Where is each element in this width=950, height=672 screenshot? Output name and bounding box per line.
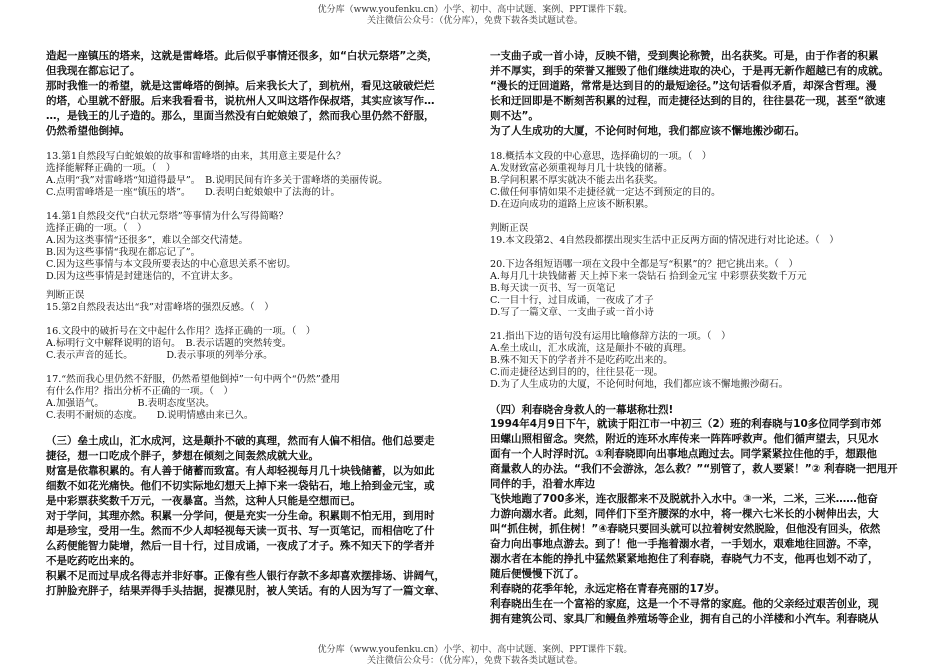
- text-line: 奋力向出事地点游去。到了！他一手拖着溺水者，一手划水，艰难地往回游。不幸，: [490, 538, 879, 550]
- text-line: 的塔，心里就不舒服。后来我看看书，说杭州人又叫这塔作保叔塔，其实应该写作…: [46, 95, 435, 107]
- question-option: C.一目十行，过目成诵，一夜成了才子: [490, 295, 654, 306]
- question-option: C.做任何事情如果不走捷径就一定达不到预定的目的。: [490, 187, 721, 198]
- question-option: A.因为这类事情“还很多”，难以全部交代清楚。: [46, 235, 249, 246]
- text-line: 飞快地跑了700多米，连衣服都来不及脱就扑入水中。③一米，二米，三米……他奋: [490, 493, 878, 505]
- text-line: 利春晓的花季年轮，永远定格在青春亮丽的17岁。: [490, 583, 726, 595]
- question-14: [46, 211, 468, 283]
- text-line: 打肿脸充胖子，结果弄得手头拮据，捉襟见肘，被人笑话。有的人因为写了一篇文章、: [46, 585, 445, 597]
- question-option: A.加强语气。 B.表明态度坚决。: [46, 398, 215, 409]
- text-line: 利春晓出生在一个富裕的家庭，这是一个不寻常的家庭。他的父亲经过艰苦创业，现: [490, 598, 879, 610]
- question-option: C.因为这些事情与本文段所要表达的中心意思关系不密切。: [46, 259, 296, 270]
- question-21: [490, 331, 898, 391]
- question-option: C.表明不耐烦的态度。 D.说明情感由来已久。: [46, 410, 254, 421]
- text-line: 则不达”。: [490, 110, 539, 122]
- text-line: “漫长的迂回道路，常常是达到目的的最短途径。”这句话看似矛盾，却深含哲理。漫: [490, 80, 877, 92]
- question-option: B.学问积累不厚实就决不能去出名获奖。: [490, 175, 664, 186]
- text-line: 造起一座镇压的塔来，这就是雷峰塔。此后似乎事情还很多，如“白状元祭塔”之类，: [46, 50, 438, 62]
- header-line-2: 关注微信公众号：（优分库），免费下载各类试题试卷。: [366, 16, 583, 26]
- question-stem: 18.概括本文段的中心意思，选择确切的一项。（ ）: [490, 151, 712, 162]
- question-15: 15.第2自然段表达出“我”对雷峰塔的强烈反感。（ ）: [46, 302, 274, 313]
- question-option: D.在迈向成功的道路上应该不断积累。: [490, 199, 654, 210]
- text-line: 却是珍宝，受用一生。然而不少人却轻视每天读一页书、写一页笔记，而相信吃了什: [46, 525, 435, 537]
- question-option: C.而走捷径达到目的的，往往昙花一现。: [490, 367, 664, 378]
- question-option: B.因为这些事情“我现在都忘记了”。: [46, 247, 201, 258]
- question-option: A.标明行文中解释说明的语句。 B.表示话题的突然转变。: [46, 338, 292, 349]
- text-line: 捷径，想一口吃成个胖子，梦想在倾刻之间轰然成就大业。: [46, 450, 319, 462]
- page-footer: [0, 645, 950, 667]
- footer-line-1: 优分库（www.youfenku.cn）小学、初中、高中试题、案例、PPT课件下载。: [317, 645, 633, 655]
- judge-heading: 判断正误: [490, 223, 529, 234]
- question-option: D.因为这些事情是封建迷信的，不宜讲太多。: [46, 271, 239, 282]
- question-option: A.每月几十块钱储蓄 天上掉下来一袋钻石 拾到金元宝 中彩票获奖数千万元: [490, 271, 807, 282]
- question-line: 有什么作用？指出分析不正确的一项。（ ）: [46, 386, 234, 397]
- question-13: [46, 151, 468, 199]
- text-line: 但我现在都忘记了。: [46, 65, 141, 77]
- question-stem: 16.文段中的破折号在文中起什么作用？选择正确的一项。（ ）: [46, 326, 316, 337]
- text-line: 随后便慢慢下沉了。: [490, 568, 585, 580]
- text-line: 溺水者在本能的挣扎中猛然紧紧地抱住了利春晓，春晓气力不支，他再也划不动了，: [490, 553, 879, 565]
- question-option: B.殊不知天下的学者并不是吃药吃出来的。: [490, 355, 673, 366]
- question-stem: 13.第1自然段写白蛇娘娘的故事和雷峰塔的由来，其用意主要是什么？: [46, 151, 346, 162]
- judge-heading: 判断正误: [46, 290, 85, 301]
- text-line: 一支曲子或一首小诗，反映不错，受到舆论称赞，出名获奖。可是，由于作者的积累: [490, 50, 879, 62]
- right-column: [490, 49, 898, 627]
- question-17: [46, 374, 468, 422]
- question-line: 选择能解释正确的一项。（ ）: [46, 163, 176, 174]
- text-line: 为了人生成功的大厦，不论何时何地，我们都应该不懈地搬沙砌石。: [490, 125, 805, 137]
- text-line: 力游向溺水者。此刻，同伴们下至齐腰深的水中，将一棵六七米长的小树伸出去，大: [490, 508, 879, 520]
- text-line: 不是吃药吃出来的。: [46, 555, 141, 567]
- text-line: （三）垒土成山，汇水成河，这是颠扑不破的真理，然而有人偏不相信。他们总要走: [46, 435, 435, 447]
- question-20: [490, 259, 898, 319]
- text-line: 细数不如花光痛快。他们不切实际地幻想天上掉下来一袋钻石，地上拾到金元宝，或: [46, 480, 435, 492]
- question-option: D.写了一篇文章、一支曲子或一首小诗: [490, 307, 654, 318]
- text-line: 长和迂回即是不断刻苦积累的过程，而走捷径达到的目的，往往昙花一现，甚至“欲速: [490, 95, 886, 107]
- question-line: 选择正确的一项。（ ）: [46, 223, 147, 234]
- text-line: 1994年4月9日下午，就读于阳江市一中初三（2）班的利春晓与10多位同学到市郊: [490, 418, 882, 430]
- question-option: C.表示声音的延长。 D.表示事项的列举分承。: [46, 350, 273, 361]
- page-header: [0, 5, 950, 27]
- text-line: 么药便能智力陡增，然后一目十行，过目成诵，一夜成了才子。殊不知天下的学者并: [46, 540, 435, 552]
- question-option: A.点明“我”对雷峰塔“知道得最早”。 B.说明民间有许多关于雷峰塔的美丽传说。: [46, 175, 388, 186]
- question-16: [46, 326, 468, 362]
- question-stem: 14.第1自然段交代“白状元祭塔”等事情为什么写得简略？: [46, 211, 289, 222]
- text-line: 那时我惟一的希望，就是这雷峰塔的倒掉。后来我长大了，到杭州，看见这破破烂烂: [46, 80, 435, 92]
- text-line: 面有一个人时浮时沉。①利春晓即向出事地点跑过去。同学紧紧拉住他的手，想跟他: [490, 448, 877, 460]
- section-title: （四）利春晓舍身救人的一幕堪称壮烈!: [490, 404, 674, 416]
- question-stem: 17.“然而我心里仍然不舒服，仍然希望他倒掉”一句中两个“仍然”叠用: [46, 374, 340, 385]
- question-option: D.为了人生成功的大厦，不论何时何地，我们都应该不懈地搬沙砌石。: [490, 379, 789, 390]
- question-option: B.每天读一页书、写一页笔记: [490, 283, 616, 294]
- question-stem: 21.指出下边的语句没有运用比喻修辞方法的一项。（ ）: [490, 331, 731, 342]
- header-line-1: 优分库（www.youfenku.cn）小学、初中、高中试题、案例、PPT课件下载。: [317, 5, 633, 15]
- text-line: 商量救人的办法。“我们不会游泳，怎么救？”“别管了，救人要紧！”② 利春晓一把甩开同伴的手，沿着水库边: [490, 463, 898, 490]
- section-3-passage-continued: [490, 49, 898, 139]
- text-line: 对于学问，其理亦然。积累一分学问，便是充实一分生命。积累則不怕无用，到用时: [46, 510, 435, 522]
- left-column: [46, 49, 468, 599]
- text-line: 仍然希望他倒掉。: [46, 125, 130, 137]
- question-option: A.发财致富必须重视每月几十块钱的储蓄。: [490, 163, 673, 174]
- text-line: 叫“抓住树，抓住树！”④春晓只要回头就可以拉着树安然脱险，但他没有回头，依然: [490, 523, 881, 535]
- question-stem: 20.下边各组短语哪一项在文段中全都是写“积累”的？把它挑出来。（ ）: [490, 259, 799, 270]
- section-4-passage: [490, 403, 898, 627]
- text-line: 财富是依靠积累的。有人善于储蓄而致富。有人却轻视每月几十块钱储蓄，以为如此: [46, 465, 435, 477]
- question-option: A.垒土成山，汇水成流，这是颠扑不破的真理。: [490, 343, 692, 354]
- question-19: 19.本文段第2、4自然段都摆出现实生活中正反两方面的情况进行对比论述。（ ）: [490, 235, 839, 246]
- text-line: 田螺山照相留念。突然，附近的连环水库传来一阵阵呼救声。他们循声望去，只见水: [490, 433, 879, 445]
- text-line: 并不厚实，到手的荣誉又摧毁了他们继续进取的决心，于是再无新作超越已有的成就。: [490, 65, 889, 77]
- text-line: 拥有建筑公司、家具厂和鳗鱼养殖场等企业，拥有自己的小洋楼和小汽车。利春晓从: [490, 613, 879, 625]
- passage-2: [46, 49, 468, 139]
- section-3-passage: [46, 434, 468, 599]
- question-18: [490, 151, 898, 211]
- footer-line-2: 关注微信公众号：（优分库），免费下载各类试题试卷。: [366, 656, 583, 666]
- text-line: …，是钱王的儿子造的。那么，里面当然没有白蛇娘娘了，然而我心里仍然不舒服，: [46, 110, 435, 122]
- text-line: 积累不足而过早成名得志并非好事。正像有些人银行存款不多却喜欢摆排场、讲阔气，: [46, 570, 445, 582]
- text-line: 是中彩票获奖数千万元，一夜暴富。当然，这种人只能是空想而已。: [46, 495, 361, 507]
- question-option: C.点明雷峰塔是一座“镇压的塔”。 D.表明白蛇娘娘中了法海的计。: [46, 187, 341, 198]
